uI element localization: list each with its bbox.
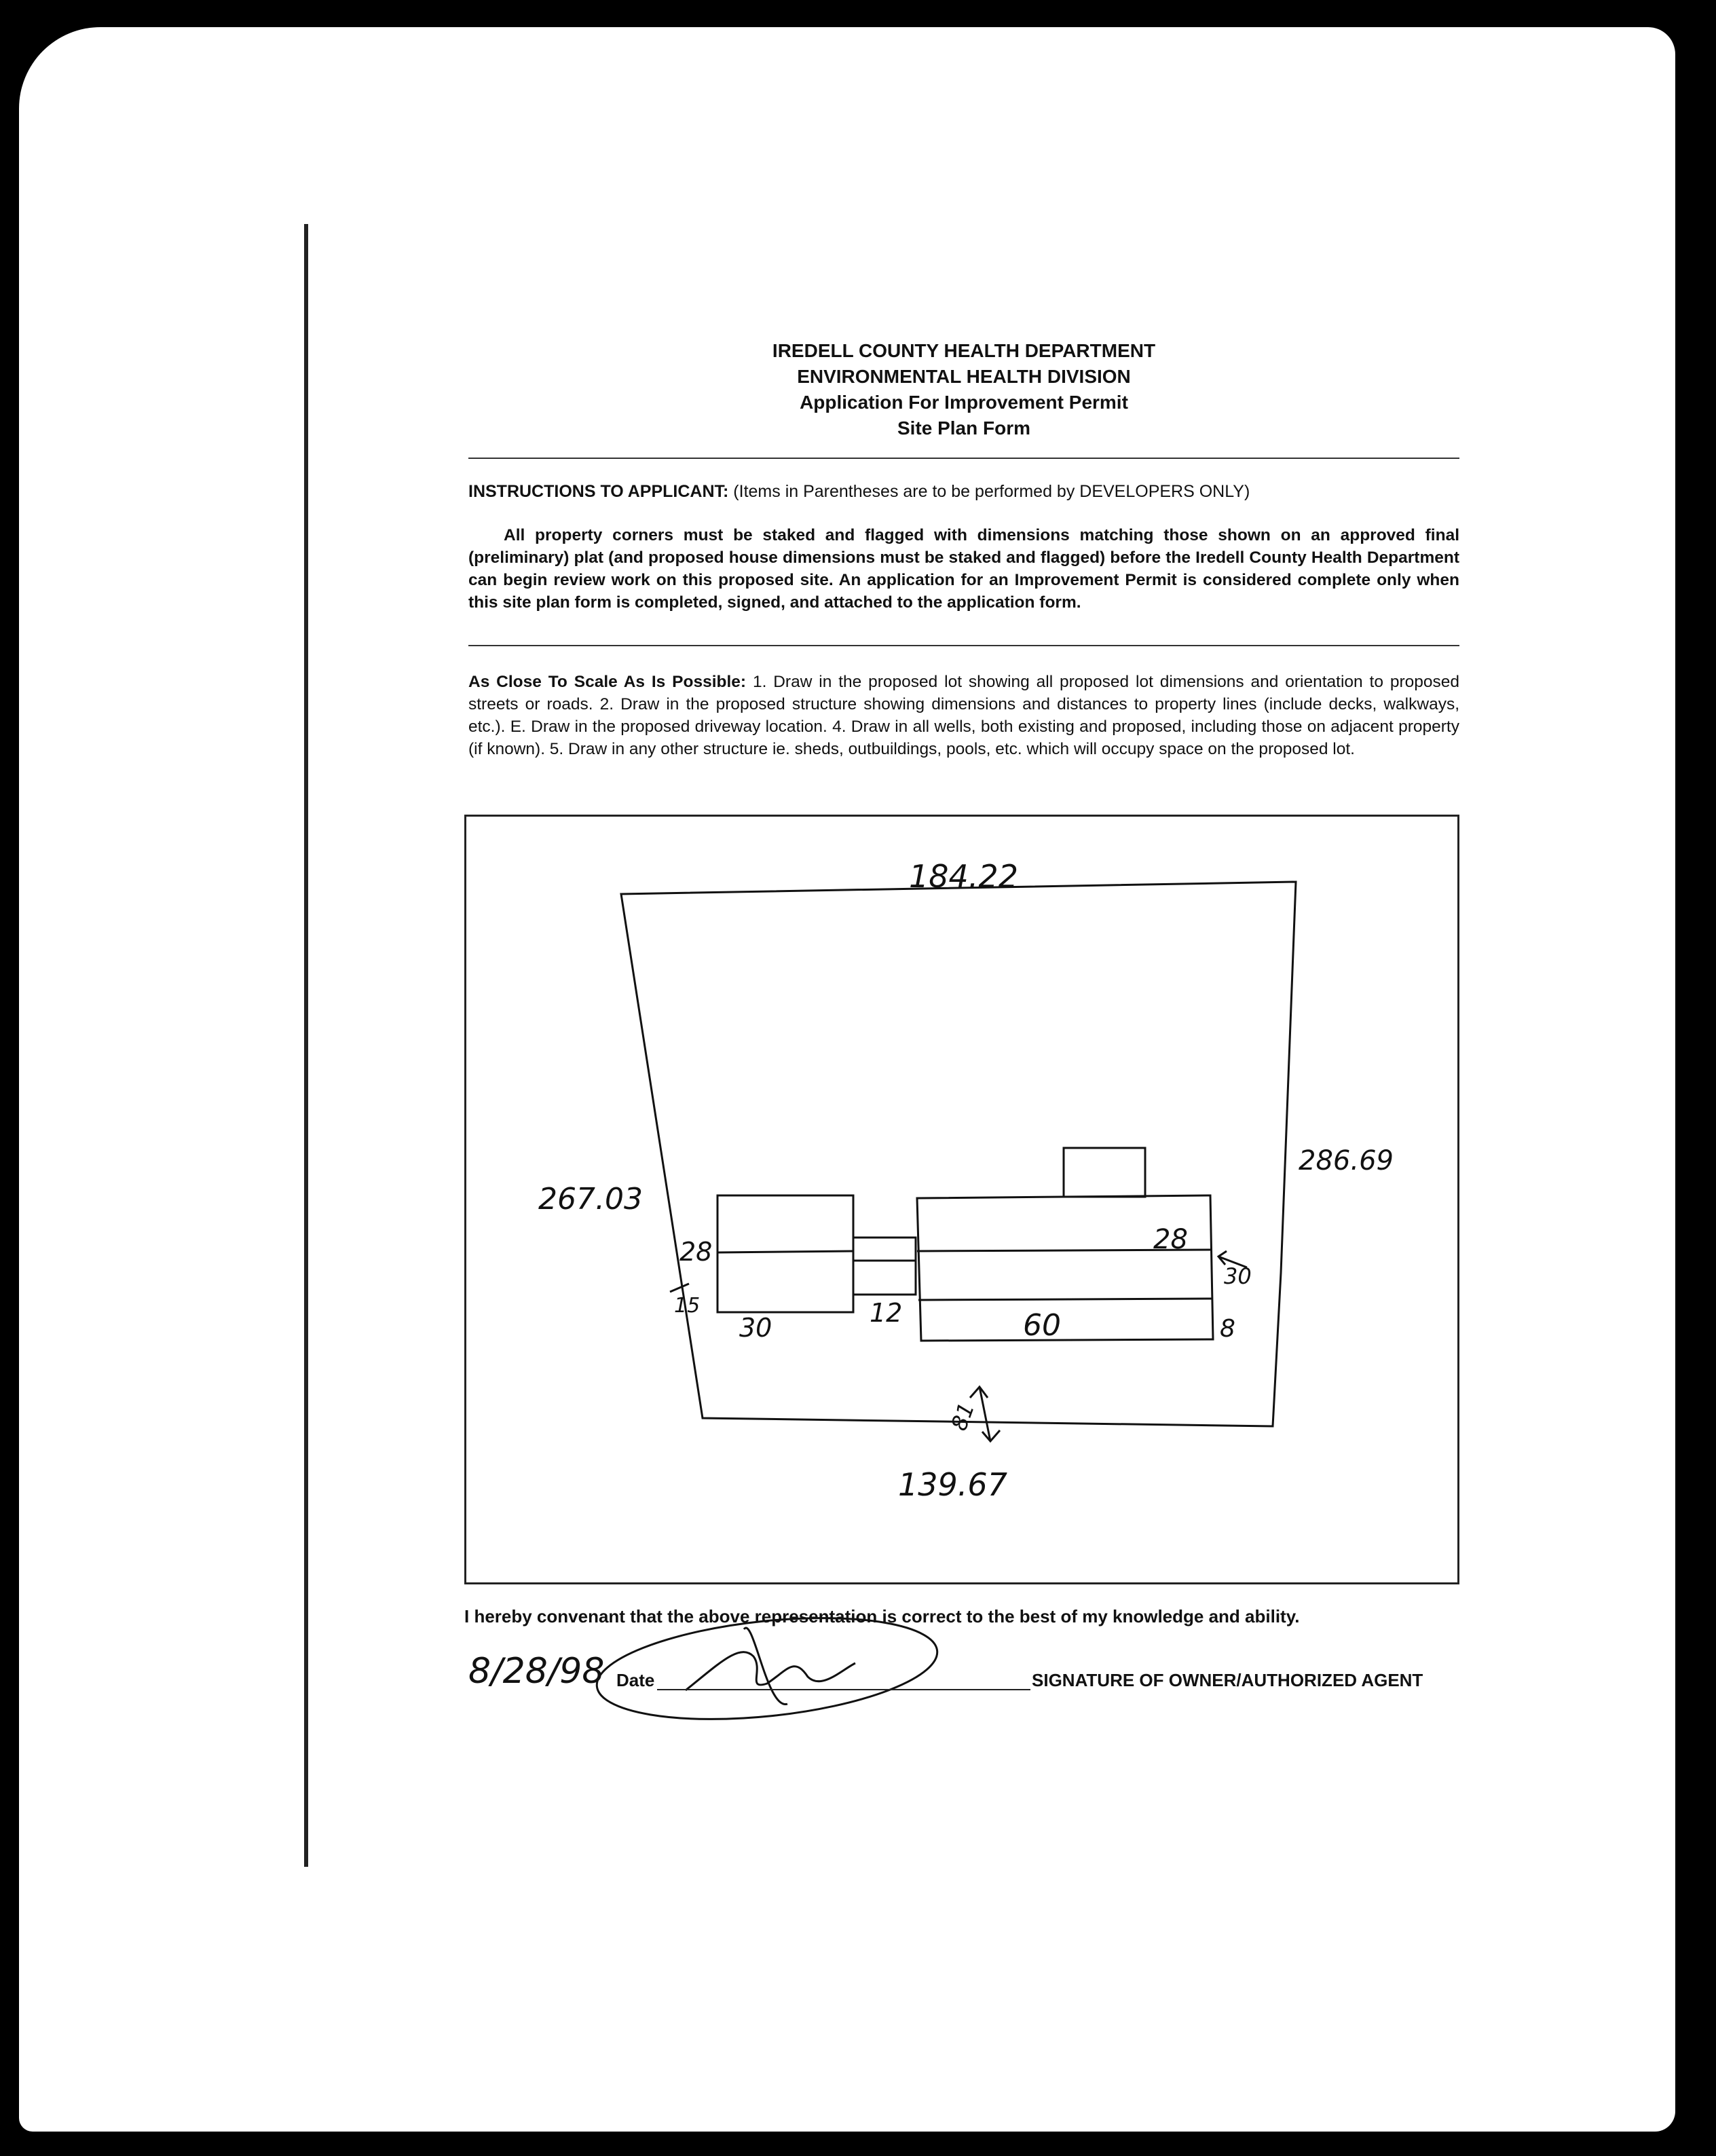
lot-top-dimension: 184.22 — [909, 858, 1018, 895]
connector-walkway — [853, 1238, 916, 1295]
covenant-statement: I hereby convenant that the above representation is correct to the best of my knowledge and ability. — [464, 1606, 1300, 1627]
form-header — [468, 338, 1459, 441]
right-building-width: 60 — [1023, 1308, 1061, 1343]
lot-bottom-dimension: 139.67 — [898, 1466, 1007, 1503]
deck-line — [918, 1299, 1213, 1300]
lot-left-dimension: 267.03 — [538, 1182, 643, 1216]
lot-boundary — [621, 882, 1296, 1426]
instructions-heading — [468, 482, 1459, 502]
building-right — [917, 1195, 1213, 1341]
scale-instructions — [468, 671, 1459, 760]
rear-arrowhead-bottom — [982, 1430, 1000, 1441]
owner-signature — [584, 1588, 964, 1738]
divider — [468, 645, 1459, 646]
header-form-title: Site Plan Form — [897, 417, 1031, 439]
deck-depth: 8 — [1220, 1315, 1235, 1343]
instructions-heading-label: INSTRUCTIONS TO APPLICANT: — [468, 482, 729, 501]
left-setback-arrow — [670, 1284, 689, 1292]
header-department: IREDELL COUNTY HEALTH DEPARTMENT — [772, 340, 1156, 361]
header-division: ENVIRONMENTAL HEALTH DIVISION — [797, 366, 1131, 387]
scale-instructions-text: 1. Draw in the proposed lot showing all proposed lot dimensions and orientation to proposed streets or roads. 2. Draw in the proposed structure showing dimensions and distances to property lines (include decks, walkways, etc.). E. Draw in the proposed driveway location. 4. Draw in all wells, both existing and proposed, including those on adjacent property (if known). 5. Draw in any other structure ie. sheds, outbuildings, pools, etc. which will occupy space on the proposed lot. — [468, 673, 1459, 758]
signature-label: SIGNATURE OF OWNER/AUTHORIZED AGENT — [1032, 1670, 1423, 1690]
date-label: Date — [616, 1670, 655, 1690]
building-left-divider — [717, 1251, 853, 1252]
divider — [468, 458, 1459, 459]
scale-instructions-lead: As Close To Scale As Is Possible: — [468, 673, 747, 691]
instructions-heading-note: (Items in Parentheses are to be performed by DEVELOPERS ONLY) — [733, 482, 1250, 501]
rear-arrowhead-top — [970, 1387, 988, 1398]
rear-setback-label: 81 — [946, 1399, 980, 1434]
left-setback-label: 15 — [674, 1294, 701, 1318]
right-setback-label: 30 — [1224, 1263, 1252, 1289]
right-building-depth: 28 — [1153, 1224, 1188, 1255]
left-building-depth: 28 — [679, 1237, 713, 1267]
margin-line — [304, 224, 308, 1867]
connector-width: 12 — [870, 1298, 903, 1328]
lot-right-dimension: 286.69 — [1299, 1145, 1394, 1176]
site-plan-drawing — [466, 817, 1457, 1582]
garage-bump — [1064, 1148, 1145, 1197]
instructions-paragraph: All property corners must be staked and flagged with dimensions matching those shown on an approved final (preliminary) plat (and proposed house dimensions must be staked and flagged) before the Iredell County Health Department can begin review work on this proposed site. An application for an Improvement Permit is considered complete only when this site plan form is completed, signed, and attached to the application form. — [468, 526, 1459, 612]
date-value: 8/28/98 — [468, 1651, 605, 1692]
site-plan-box — [464, 815, 1459, 1584]
left-building-width: 30 — [739, 1313, 772, 1343]
building-left — [717, 1195, 853, 1312]
header-application: Application For Improvement Permit — [800, 392, 1128, 413]
signature-line — [657, 1689, 1030, 1690]
